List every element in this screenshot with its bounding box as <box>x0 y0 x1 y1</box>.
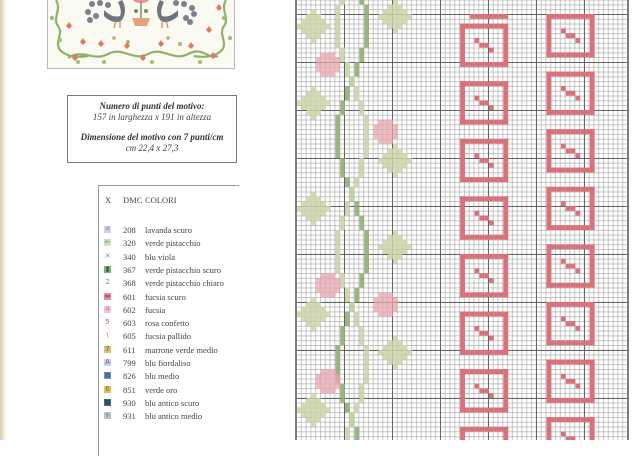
legend-symbol-icon: 4 <box>105 304 110 313</box>
legend-symbol-icon: ▮ <box>105 264 110 273</box>
legend-dmc-code: 368 <box>123 278 136 289</box>
legend-item <box>99 292 239 305</box>
legend-item <box>99 265 239 278</box>
legend-symbol-icon: 2 <box>105 278 110 287</box>
legend-symbol-icon: \ <box>106 331 109 340</box>
legend-dmc-code: 826 <box>123 371 136 382</box>
legend-header <box>105 195 235 207</box>
stitch-count-title: Numero di punti del motivo: <box>99 101 205 111</box>
legend-dmc-code: 208 <box>123 225 136 235</box>
legend-dmc-code: 930 <box>123 397 136 408</box>
legend-dmc-code: 931 <box>123 411 136 422</box>
legend-dmc-code: 851 <box>123 384 136 395</box>
legend-color-name: verde oro <box>145 384 178 395</box>
legend-color-name: lavanda scuro <box>145 225 192 235</box>
legend-header-code: DMC <box>123 195 143 205</box>
legend-color-name: blu antico scuro <box>145 397 200 408</box>
sampler-motif-illustration <box>48 0 234 68</box>
legend-item <box>99 371 239 384</box>
motif-size-value: cm 22,4 x 27,3 <box>125 143 179 153</box>
legend-symbol-icon: 6 <box>105 384 110 393</box>
legend-symbol-icon: ✕ <box>104 225 111 233</box>
motif-info-box <box>67 95 237 163</box>
legend-item <box>99 345 239 358</box>
legend-item <box>99 318 239 331</box>
legend-item <box>99 385 239 398</box>
legend-dmc-code: 367 <box>123 264 136 275</box>
legend-dmc-code: 799 <box>123 358 136 368</box>
legend-item <box>99 278 239 291</box>
legend-symbol-icon: 7 <box>105 344 110 353</box>
legend-item <box>99 331 239 344</box>
motif-size-title: Dimensione del motivo con 7 punti/cm <box>80 132 224 142</box>
chart-pattern <box>297 0 627 440</box>
legend-color-name: fucsia pallido <box>145 331 192 342</box>
legend-symbol-icon: 5 <box>105 318 110 327</box>
legend-color-name: verde pistacchio chiaro <box>145 278 224 289</box>
legend-color-name: blu antico medio <box>145 411 203 422</box>
legend-item <box>99 225 239 238</box>
legend-color-name: marrone verde medio <box>145 344 218 355</box>
legend-header-name: COLORI <box>145 195 177 205</box>
legend-symbol-icon: ▬ <box>104 291 111 300</box>
legend-color-name: fucsia scuro <box>145 291 186 302</box>
legend-color-name: blu fiordaliso <box>145 358 191 368</box>
legend-dmc-code: 320 <box>123 238 136 249</box>
legend-symbol-icon: + <box>104 411 111 420</box>
legend-color-name: fucsia <box>145 304 166 315</box>
legend-dmc-code: 601 <box>123 291 136 302</box>
page-edge <box>0 0 6 440</box>
cross-stitch-chart <box>295 0 629 440</box>
legend-color-name: blu medio <box>145 371 180 382</box>
legend-color-name: verde pistacchio <box>145 238 201 249</box>
legend-symbol-icon: ■ <box>104 397 111 406</box>
legend-item <box>99 411 239 424</box>
legend-item <box>99 252 239 265</box>
sampler-preview-image <box>47 0 235 69</box>
legend-color-name: verde pistacchio scuro <box>145 264 221 275</box>
legend-color-name: blu viola <box>145 251 175 262</box>
legend-symbol-icon: ✕ <box>104 251 111 260</box>
legend-color-name: rosa confetto <box>145 318 190 329</box>
legend-dmc-code: 603 <box>123 318 136 329</box>
legend-item <box>99 305 239 318</box>
legend-dmc-code: 605 <box>123 331 136 342</box>
legend-item <box>99 238 239 251</box>
legend-item <box>99 358 239 371</box>
legend-symbol-icon: ■ <box>104 371 111 380</box>
legend-symbol-icon: A <box>105 358 110 366</box>
legend-dmc-code: 340 <box>123 251 136 262</box>
color-legend <box>98 185 239 456</box>
legend-header-symbol: X <box>105 195 112 205</box>
legend-symbol-icon: ← <box>104 238 111 247</box>
stitch-count-value: 157 in larghezza x 191 in altezza <box>92 112 212 122</box>
legend-dmc-code: 611 <box>123 344 136 355</box>
legend-item <box>99 398 239 411</box>
legend-dmc-code: 602 <box>123 304 136 315</box>
